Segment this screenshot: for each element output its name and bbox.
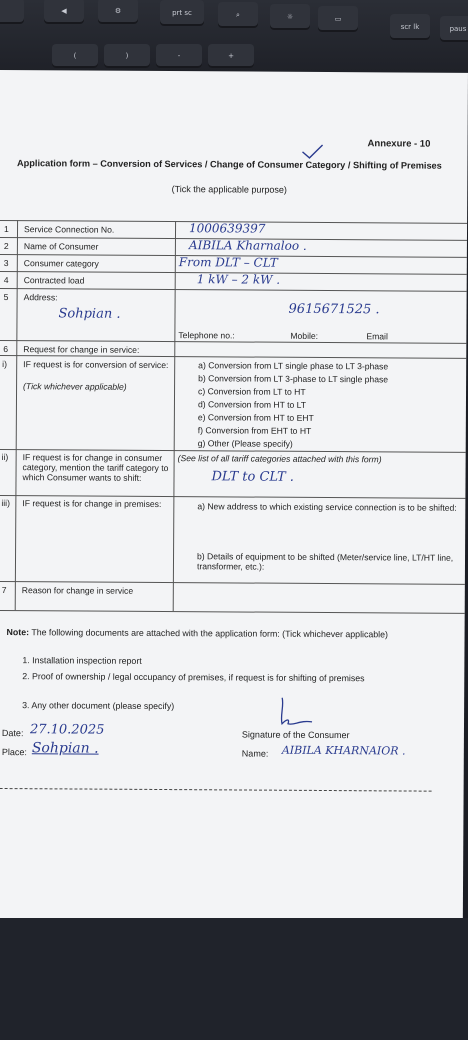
- row-number: 4: [3, 275, 9, 286]
- row-number: 2: [3, 241, 9, 252]
- keyboard-key: ⌕: [218, 2, 258, 28]
- category-change-hint: (See list of all tariff categories attached with this form): [177, 453, 382, 465]
- keyboard-key: +: [208, 44, 254, 68]
- keyboard-key: ⚙: [98, 0, 138, 24]
- sub-number: ii): [1, 452, 9, 463]
- keyboard-key: scr lk: [390, 14, 430, 40]
- mobile-label: Mobile:: [290, 330, 319, 341]
- reason-label: Reason for change in service: [21, 585, 134, 596]
- consumer-category-value: From DLT – CLT: [178, 255, 278, 270]
- equipment-details-prompt: b) Details of equipment to be shifted (Meter/service line, LT/HT line, transformer, etc.):: [196, 551, 454, 572]
- new-address-prompt: a) New address to which existing service connection is to be shifted:: [197, 501, 457, 513]
- contracted-load-value: 1 kW – 2 kW .: [196, 272, 281, 287]
- conversion-option: b) Conversion from LT 3-phase to LT single phase: [198, 373, 389, 385]
- keyboard-key: -: [156, 44, 202, 68]
- keyboard-key: ☼: [270, 4, 310, 30]
- keyboard-key: paus: [440, 16, 468, 42]
- annexure-label: Annexure - 10: [367, 138, 431, 150]
- conversion-option: c) Conversion from LT to HT: [198, 386, 306, 397]
- sub-number: iii): [1, 498, 10, 509]
- keyboard-key: (: [52, 44, 98, 68]
- keyboard-key: ): [104, 44, 150, 68]
- check-mark-icon: [301, 144, 323, 160]
- category-change-label: IF request is for change in consumer category, mention the tariff category to which Consumer wants to shift:: [22, 452, 169, 483]
- keyboard-key: ▭: [318, 6, 358, 32]
- mobile-value: 9615671525 .: [288, 301, 380, 318]
- date-value: 27.10.2025: [29, 722, 105, 738]
- application-form-paper: [0, 70, 468, 921]
- row-label: Contracted load: [23, 275, 85, 286]
- conversion-hint: (Tick whichever applicable): [23, 381, 127, 392]
- conversion-option: e) Conversion from HT to EHT: [197, 412, 314, 423]
- service-connection-value: 1000639397: [188, 221, 266, 236]
- dark-background: [0, 918, 468, 1040]
- row-number: 5: [3, 292, 9, 303]
- row-label: Consumer category: [23, 258, 99, 269]
- telephone-label: Telephone no.:: [178, 330, 235, 341]
- document-item: 3. Any other document (please specify): [22, 700, 175, 712]
- documents-note: [7, 626, 437, 641]
- row-number: 1: [3, 224, 9, 235]
- keyboard-key: [0, 0, 24, 24]
- address-value: Sohpian .: [58, 306, 121, 322]
- conversion-label: IF request is for conversion of service:: [23, 359, 169, 371]
- form-title: Application form – Conversion of Services / Change of Consumer Category / Shifting of Premises: [17, 158, 442, 171]
- row-number: 6: [3, 344, 9, 355]
- keyboard: [0, 0, 468, 72]
- application-table: [0, 220, 467, 613]
- place-value: Sohpian .: [31, 740, 99, 757]
- keyboard-key: ◀: [44, 0, 84, 24]
- request-label: Request for change in service:: [23, 344, 140, 355]
- form-subtitle: (Tick the applicable purpose): [171, 184, 287, 195]
- premises-change-label: IF request is for change in premises:: [22, 498, 162, 509]
- row-label: Name of Consumer: [23, 241, 99, 252]
- category-change-value: DLT to CLT .: [211, 469, 295, 485]
- consumer-name-value: AIBILA Kharnaloo .: [188, 238, 307, 253]
- row-label: Address:: [23, 292, 58, 303]
- name-label: Name:: [241, 748, 269, 759]
- conversion-option: d) Conversion from HT to LT: [197, 399, 307, 410]
- date-label: Date:: [1, 728, 24, 739]
- row-number: 3: [3, 258, 9, 269]
- note-bold: Note:: [6, 627, 30, 638]
- row-number: 7: [1, 585, 7, 596]
- document-item: 1. Installation inspection report: [22, 655, 142, 666]
- name-value: AIBILA KHARNAIOR .: [281, 743, 406, 758]
- signature-label: Signature of the Consumer: [241, 729, 350, 741]
- dashed-separator: [0, 788, 432, 792]
- conversion-option: g) Other (Please specify): [197, 438, 293, 449]
- signature-scribble: [272, 696, 322, 730]
- note-text: The following documents are attached with the application form: (Tick whichever applicable): [31, 627, 388, 640]
- document-item: 2. Proof of ownership / legal occupancy of premises, if request is for shifting of premises: [22, 671, 365, 684]
- email-label: Email: [366, 331, 388, 342]
- place-label: Place:: [1, 747, 27, 758]
- keyboard-key: prt sc: [160, 0, 204, 26]
- conversion-option: f) Conversion from EHT to HT: [197, 425, 312, 436]
- sub-number: i): [2, 359, 8, 370]
- conversion-option: a) Conversion from LT single phase to LT 3-phase: [198, 360, 389, 372]
- row-label: Service Connection No.: [23, 224, 115, 235]
